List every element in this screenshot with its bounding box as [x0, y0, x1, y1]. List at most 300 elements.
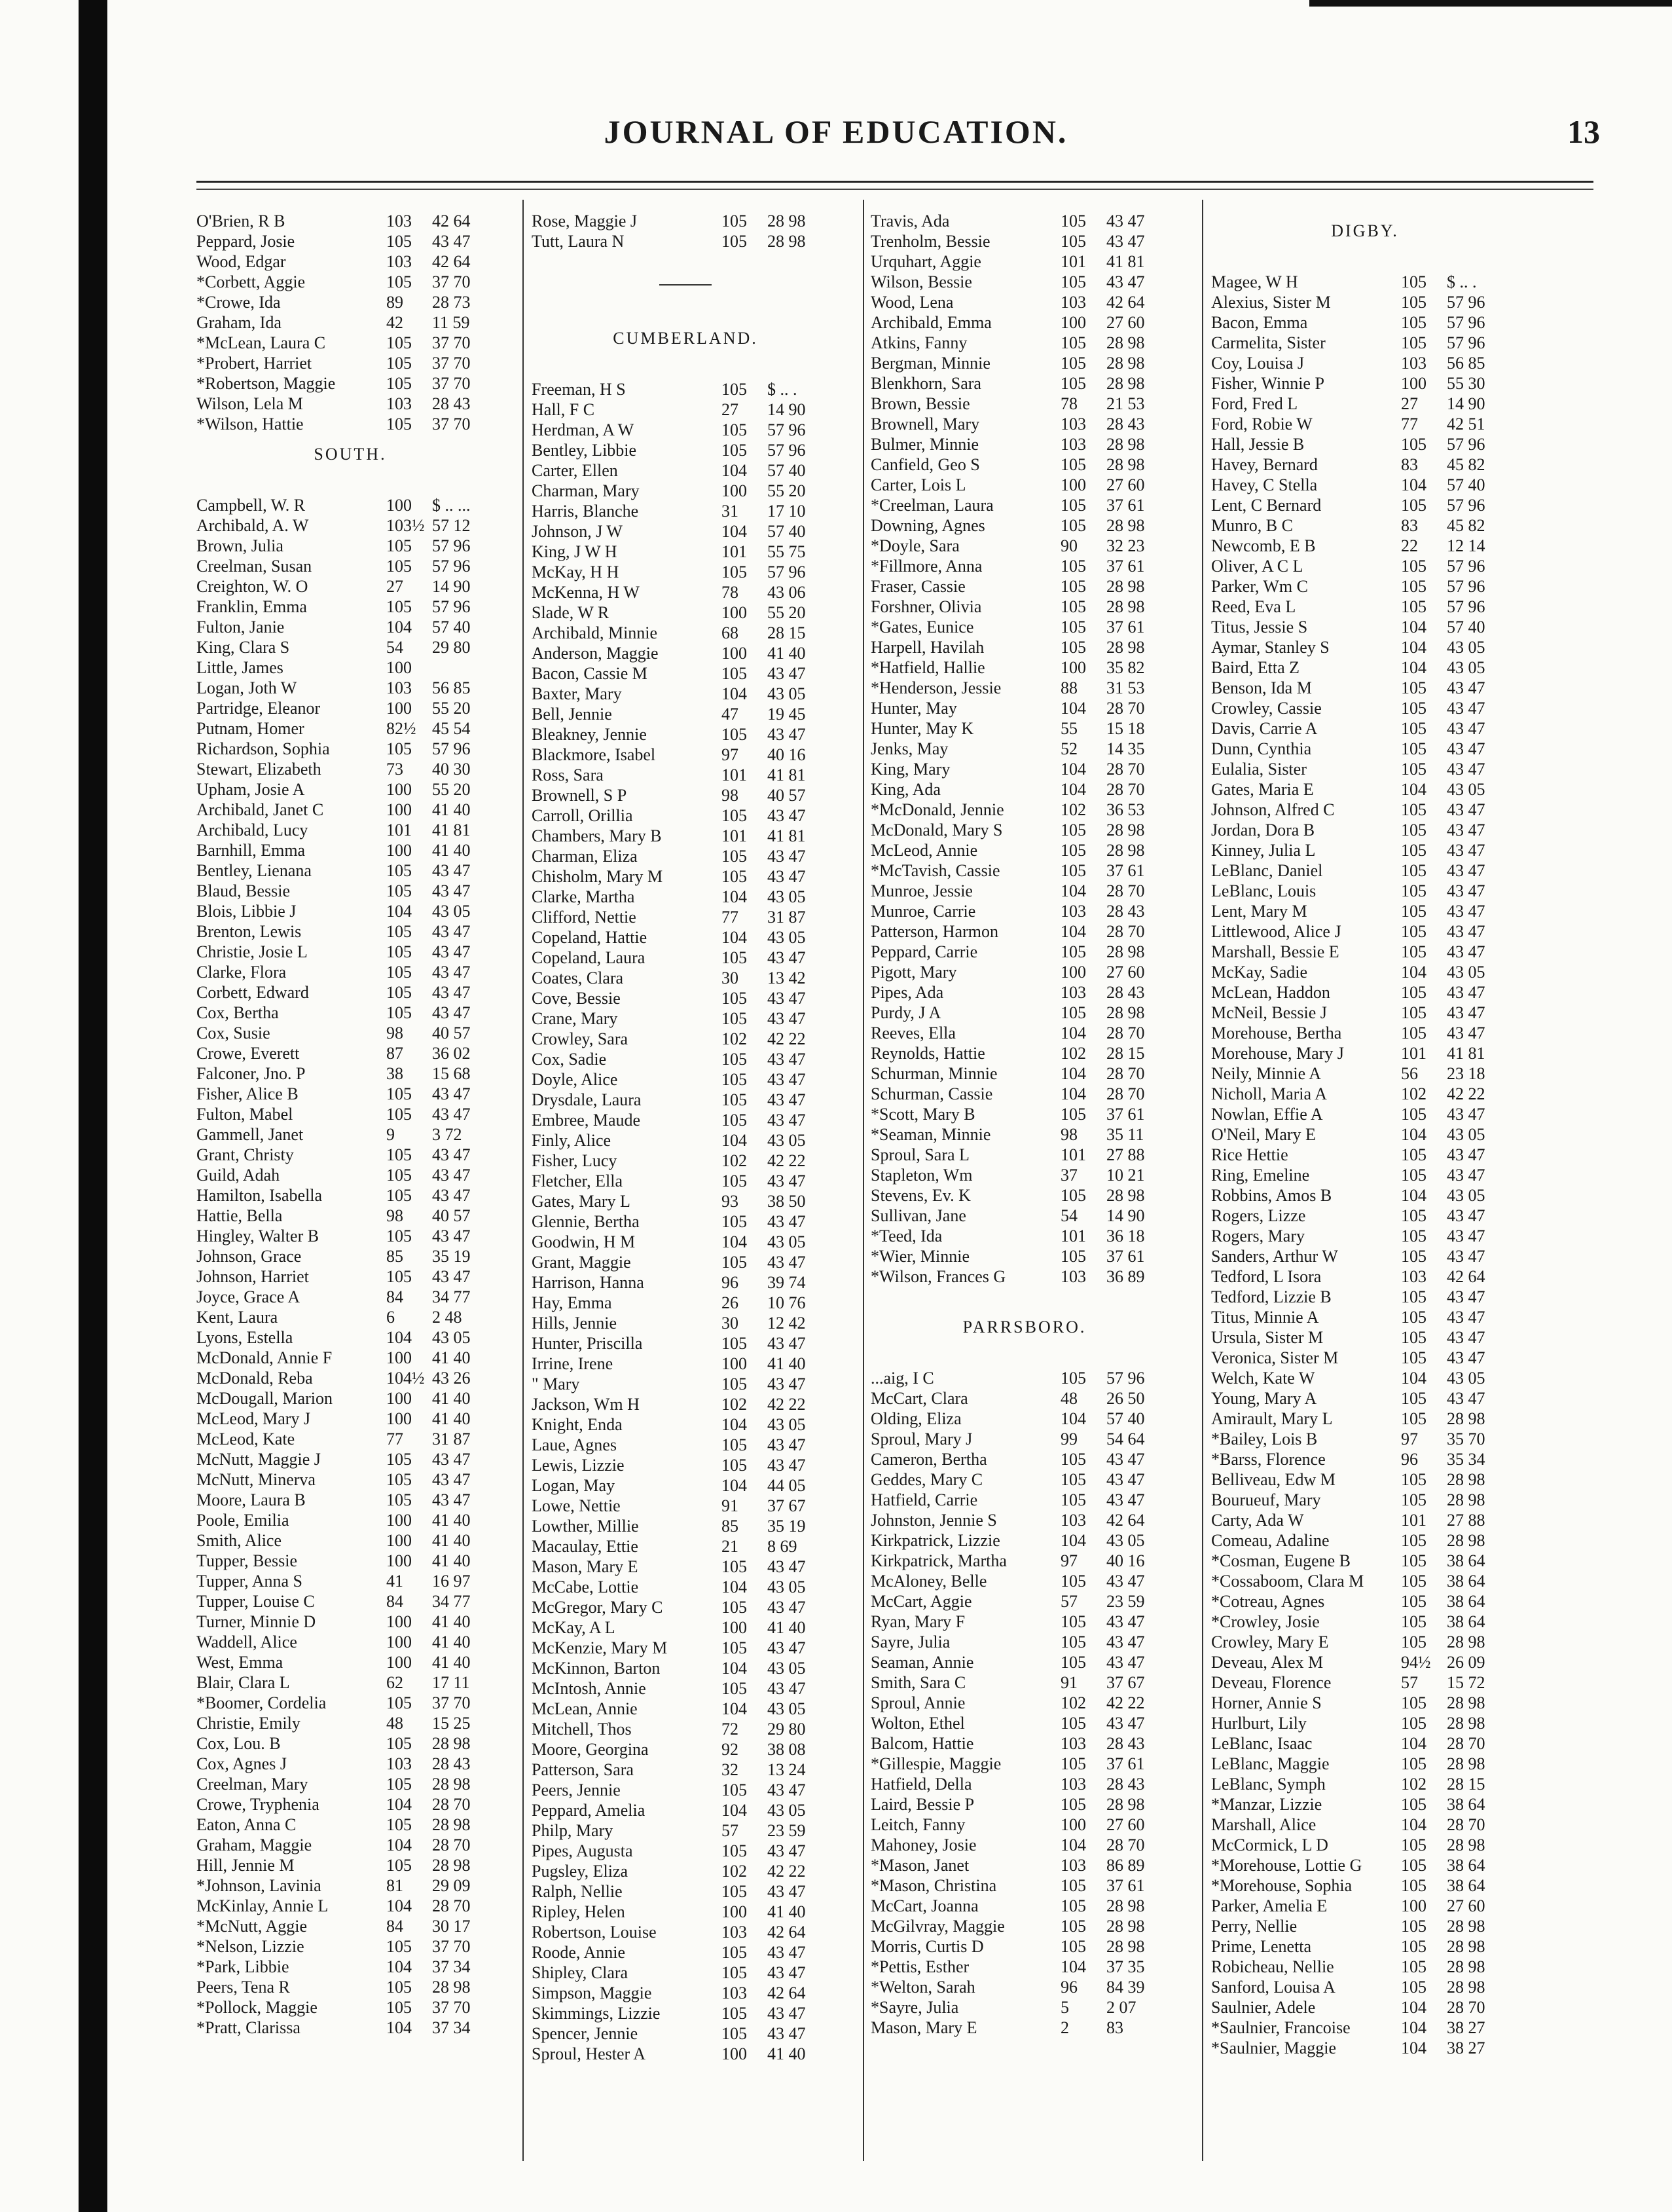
amount-value: 43 47	[432, 1267, 471, 1286]
days-value: 77	[1401, 415, 1418, 433]
amount-value: 40 57	[432, 1023, 471, 1042]
days-value: 72	[721, 1720, 738, 1739]
teacher-name: McLean, Annie	[532, 1699, 638, 1718]
list-item	[196, 678, 504, 698]
days-value: 102	[721, 1029, 747, 1048]
teacher-name: McKinlay, Annie L	[196, 1896, 329, 1915]
list-item	[196, 231, 504, 251]
teacher-name: Schurman, Cassie	[871, 1084, 993, 1103]
list-item	[871, 1429, 1178, 1449]
list-item	[871, 292, 1178, 312]
list-item	[196, 1632, 504, 1652]
list-item	[196, 394, 504, 414]
list-item	[196, 942, 504, 962]
list-item	[1211, 1307, 1519, 1327]
amount-value: 28 70	[432, 1835, 471, 1854]
days-value: 91	[721, 1496, 738, 1515]
amount-value: 28 98	[767, 212, 806, 230]
list-item	[532, 1516, 839, 1536]
amount-value: 43 47	[767, 1111, 806, 1130]
list-item	[196, 1388, 504, 1409]
list-item	[532, 1597, 839, 1617]
amount-value: 42 22	[767, 1151, 806, 1170]
teacher-name: Hay, Emma	[532, 1293, 612, 1312]
days-value: 105	[1061, 861, 1086, 880]
teacher-name: Trenholm, Bessie	[871, 232, 990, 251]
list-item	[871, 617, 1178, 637]
list-item	[196, 921, 504, 942]
teacher-name: Knight, Enda	[532, 1415, 623, 1434]
amount-value: 55 20	[432, 699, 471, 718]
list-item	[532, 1760, 839, 1780]
amount-value: 43 47	[432, 1003, 471, 1022]
teacher-name: *McDonald, Jennie	[871, 800, 1004, 819]
list-item	[871, 1551, 1178, 1571]
days-value: 105	[386, 861, 412, 880]
list-item	[532, 1820, 839, 1841]
amount-value: 28 70	[1106, 699, 1145, 718]
amount-value: 28 98	[1106, 354, 1145, 373]
list-item	[532, 1354, 839, 1374]
teacher-name: Young, Mary A	[1211, 1389, 1317, 1408]
teacher-name: *Hatfield, Hallie	[871, 658, 985, 677]
teacher-name: Sullivan, Jane	[871, 1206, 966, 1225]
teacher-name: McGilvray, Maggie	[871, 1917, 1005, 1936]
list-item	[196, 901, 504, 921]
days-value: 103	[1401, 354, 1427, 373]
teacher-name: Cox, Bertha	[196, 1003, 279, 1022]
days-value: 104	[721, 1659, 747, 1678]
amount-value: 57 96	[767, 420, 806, 439]
list-item	[532, 907, 839, 927]
list-item	[871, 251, 1178, 272]
teacher-name: Morehouse, Mary J	[1211, 1044, 1344, 1063]
amount-value: 57 96	[1447, 333, 1485, 352]
list-item	[1211, 1632, 1519, 1652]
teacher-name: Franklin, Emma	[196, 597, 307, 616]
teacher-name: Robbins, Amos B	[1211, 1186, 1332, 1205]
list-item	[196, 1754, 504, 1774]
teacher-name: Hill, Jennie M	[196, 1856, 295, 1875]
amount-value: 35 19	[767, 1517, 806, 1536]
days-value: 100	[1061, 313, 1086, 332]
list-item	[1211, 962, 1519, 982]
teacher-name: Bleakney, Jennie	[532, 725, 647, 744]
days-value: 105	[1401, 333, 1427, 352]
teacher-name: Wilson, Bessie	[871, 272, 972, 291]
days-value: 104	[721, 1131, 747, 1150]
days-value: 105	[1401, 881, 1427, 900]
teacher-name: Ross, Sara	[532, 765, 604, 784]
amount-value: 28 98	[1106, 1003, 1145, 1022]
teacher-name: McCart, Joanna	[871, 1896, 979, 1915]
list-item	[196, 657, 504, 678]
list-item	[871, 1672, 1178, 1693]
teacher-name: Balcom, Hattie	[871, 1734, 974, 1753]
teacher-name: Fisher, Winnie P	[1211, 374, 1324, 393]
teacher-name: Graham, Maggie	[196, 1835, 312, 1854]
list-item	[871, 1855, 1178, 1875]
teacher-name: Tupper, Anna S	[196, 1572, 302, 1591]
days-value: 105	[1401, 293, 1427, 312]
list-item	[532, 1191, 839, 1211]
list-item	[532, 521, 839, 542]
teacher-name: Cox, Agnes J	[196, 1754, 287, 1773]
list-item	[871, 1084, 1178, 1104]
list-item	[1211, 1896, 1519, 1916]
amount-value: 26 09	[1447, 1653, 1485, 1672]
days-value: 105	[1401, 841, 1427, 860]
teacher-name: Harris, Blanche	[532, 502, 639, 521]
list-item	[532, 1374, 839, 1394]
teacher-name: Campbell, W. R	[196, 496, 306, 515]
teacher-name: Lowe, Nettie	[532, 1496, 621, 1515]
teacher-name: *Johnson, Lavinia	[196, 1876, 321, 1895]
days-value: 98	[1061, 1125, 1078, 1144]
days-value: 105	[386, 1450, 412, 1469]
amount-value: 43 06	[767, 583, 806, 602]
amount-value: 43 47	[1447, 699, 1485, 718]
list-item	[1211, 1368, 1519, 1388]
spacer	[1211, 251, 1519, 272]
days-value: 101	[721, 542, 747, 561]
days-value: 105	[386, 1105, 412, 1124]
teacher-name: McCart, Clara	[871, 1389, 968, 1408]
list-item	[196, 251, 504, 272]
days-value: 105	[1401, 1206, 1427, 1225]
list-item	[1211, 454, 1519, 475]
days-value: 103	[721, 1983, 747, 2002]
days-value: 103	[386, 212, 412, 230]
days-value: 55	[1061, 719, 1078, 738]
amount-value: 38 64	[1447, 1612, 1485, 1631]
days-value: 100	[721, 603, 747, 622]
teacher-name: McNeil, Bessie J	[1211, 1003, 1327, 1022]
days-value: 105	[386, 922, 412, 941]
amount-value: 37 61	[1106, 1105, 1145, 1124]
teacher-name: Partridge, Eleanor	[196, 699, 321, 718]
amount-value: 56 85	[1447, 354, 1485, 373]
amount-value: 43 47	[432, 1105, 471, 1124]
teacher-name: Crowley, Sara	[532, 1029, 628, 1048]
days-value: 104	[1061, 1531, 1086, 1550]
amount-value: 31 87	[767, 908, 806, 927]
days-value: 89	[386, 293, 403, 312]
amount-value: 54 64	[1106, 1429, 1145, 1448]
amount-value: 37 70	[432, 354, 471, 373]
list-item	[871, 211, 1178, 231]
amount-value: 35 70	[1447, 1429, 1485, 1448]
teacher-name: King, J W H	[532, 542, 617, 561]
teacher-name: Hall, F C	[532, 400, 595, 419]
amount-value: 43 47	[1447, 1145, 1485, 1164]
days-value: 104	[1401, 780, 1427, 799]
teacher-name: Ursula, Sister M	[1211, 1328, 1324, 1347]
list-item	[196, 718, 504, 739]
list-item	[532, 562, 839, 582]
days-value: 103	[386, 1754, 412, 1773]
teacher-name: Nicholl, Maria A	[1211, 1084, 1327, 1103]
list-item	[1211, 394, 1519, 414]
list-item	[1211, 1916, 1519, 1936]
list-item	[1211, 921, 1519, 942]
teacher-name: Poole, Emilia	[196, 1511, 289, 1530]
amount-value: 43 47	[1447, 760, 1485, 779]
teacher-name: McKenna, H W	[532, 583, 640, 602]
list-item	[196, 1733, 504, 1754]
amount-value: 28 98	[1106, 1795, 1145, 1814]
amount-value: 43 47	[767, 867, 806, 886]
amount-value: 15 72	[1447, 1673, 1485, 1692]
amount-value: 57 96	[1447, 313, 1485, 332]
teacher-name: *Sayre, Julia	[871, 1998, 959, 2017]
amount-value: 28 43	[1106, 415, 1145, 433]
list-item	[196, 1348, 504, 1368]
list-item	[1211, 1530, 1519, 1551]
teacher-name: *Park, Libbie	[196, 1957, 289, 1976]
amount-value: 43 47	[1447, 719, 1485, 738]
list-item	[196, 1429, 504, 1449]
days-value: 104	[721, 461, 747, 480]
amount-value: 27 60	[1106, 313, 1145, 332]
list-item	[196, 1672, 504, 1693]
amount-value: 42 64	[1106, 293, 1145, 312]
list-item	[196, 1246, 504, 1266]
amount-value: 28 98	[1106, 1937, 1145, 1956]
days-value: 97	[721, 745, 738, 764]
amount-value: 57 96	[767, 441, 806, 460]
list-item	[871, 434, 1178, 454]
days-value: 104	[1401, 2038, 1427, 2057]
days-value: 105	[386, 1978, 412, 1997]
teacher-name: Hall, Jessie B	[1211, 435, 1305, 454]
teacher-name: Parker, Wm C	[1211, 577, 1308, 596]
list-item	[1211, 1388, 1519, 1409]
amount-value: 43 05	[432, 1328, 471, 1347]
days-value: 100	[386, 1348, 412, 1367]
days-value: 103	[1061, 983, 1086, 1002]
list-item	[196, 1063, 504, 1084]
teacher-name: Smith, Alice	[196, 1531, 282, 1550]
list-item	[1211, 1693, 1519, 1713]
amount-value: 41 40	[432, 1511, 471, 1530]
teacher-name: Nowlan, Effie A	[1211, 1105, 1323, 1124]
days-value: 105	[721, 664, 747, 683]
teacher-name: *McTavish, Cassie	[871, 861, 1000, 880]
list-item	[532, 1719, 839, 1739]
list-item	[1211, 1104, 1519, 1124]
amount-value: 28 70	[1106, 1064, 1145, 1083]
teacher-name: Tedford, L Isora	[1211, 1267, 1322, 1286]
amount-value: 12 42	[767, 1314, 806, 1333]
days-value: 103	[386, 394, 412, 413]
teacher-name: Peers, Tena R	[196, 1978, 290, 1997]
amount-value: 28 98	[432, 1815, 471, 1834]
days-value: 105	[1061, 841, 1086, 860]
list-item	[196, 414, 504, 434]
days-value: 105	[1061, 597, 1086, 616]
amount-value: 43 47	[1106, 1653, 1145, 1672]
days-value: 104	[1401, 638, 1427, 657]
days-value: 105	[721, 867, 747, 886]
teacher-name: Carter, Lois L	[871, 475, 966, 494]
amount-value: 14 90	[1447, 394, 1485, 413]
section-heading: CUMBERLAND.	[613, 329, 758, 348]
list-item	[196, 1327, 504, 1348]
amount-value: 37 61	[1106, 618, 1145, 636]
list-item	[196, 1571, 504, 1591]
teacher-name: Richardson, Sophia	[196, 739, 330, 758]
teacher-name: Morehouse, Bertha	[1211, 1023, 1342, 1042]
days-value: 105	[721, 806, 747, 825]
list-item	[196, 373, 504, 394]
days-value: 105	[1401, 760, 1427, 779]
list-item	[871, 739, 1178, 759]
amount-value: 57 96	[432, 597, 471, 616]
teacher-name: Clarke, Martha	[532, 887, 635, 906]
amount-value: 43 47	[1447, 1166, 1485, 1185]
amount-value: 43 47	[432, 1145, 471, 1164]
list-item	[871, 414, 1178, 434]
days-value: 105	[386, 739, 412, 758]
list-item	[1211, 475, 1519, 495]
amount-value: 28 98	[767, 232, 806, 251]
days-value: 103	[1061, 1267, 1086, 1286]
teacher-name: Carroll, Orillia	[532, 806, 633, 825]
days-value: 93	[721, 1192, 738, 1211]
amount-value: 43 47	[432, 1084, 471, 1103]
teacher-name: *Cotreau, Agnes	[1211, 1592, 1325, 1611]
days-value: 105	[721, 1882, 747, 1901]
teacher-name: Benson, Ida M	[1211, 678, 1312, 697]
amount-value: 40 16	[1106, 1551, 1145, 1570]
days-value: 52	[1061, 739, 1078, 758]
list-item	[1211, 1043, 1519, 1063]
list-item	[196, 1896, 504, 1916]
days-value: 105	[1401, 272, 1427, 291]
days-value: 105	[386, 333, 412, 352]
amount-value: 28 98	[1106, 516, 1145, 535]
teacher-name: Barnhill, Emma	[196, 841, 306, 860]
list-item	[532, 1435, 839, 1455]
teacher-name: *Doyle, Sara	[871, 536, 960, 555]
teacher-name: *Wilson, Hattie	[196, 415, 304, 433]
days-value: 105	[1401, 1287, 1427, 1306]
list-item	[196, 1875, 504, 1896]
teacher-name: Archibald, Lucy	[196, 820, 308, 839]
days-value: 104	[1061, 1023, 1086, 1042]
teacher-name: Reeves, Ella	[871, 1023, 956, 1042]
amount-value: 14 90	[1106, 1206, 1145, 1225]
amount-value: 41 40	[432, 1348, 471, 1367]
teacher-name: Jordan, Dora B	[1211, 820, 1315, 839]
teacher-name: Havey, Bernard	[1211, 455, 1318, 474]
teacher-name: Slade, W R	[532, 603, 609, 622]
teacher-name: Seaman, Annie	[871, 1653, 974, 1672]
list-item	[871, 454, 1178, 475]
list-item	[532, 1272, 839, 1293]
days-value: 105	[1061, 272, 1086, 291]
amount-value: 45 82	[1447, 455, 1485, 474]
days-value: 105	[1061, 1369, 1086, 1388]
days-value: 103	[386, 252, 412, 271]
amount-value: 43 47	[1106, 1490, 1145, 1509]
teacher-name: Brown, Julia	[196, 536, 283, 555]
days-value: 103	[1401, 1267, 1427, 1286]
days-value: 104	[721, 1801, 747, 1820]
amount-value: 8 69	[767, 1537, 797, 1556]
amount-value: 43 26	[432, 1369, 471, 1388]
spacer	[871, 1287, 1178, 1307]
teacher-name: Harpell, Havilah	[871, 638, 985, 657]
teacher-name: Horner, Annie S	[1211, 1693, 1322, 1712]
list-item	[196, 1957, 504, 1977]
amount-value: 28 98	[1447, 1409, 1485, 1428]
days-value: 27	[1401, 394, 1418, 413]
days-value: 105	[1061, 1917, 1086, 1936]
list-item	[1211, 1733, 1519, 1754]
amount-value: 28 98	[1106, 333, 1145, 352]
teacher-name: Peppard, Carrie	[871, 942, 978, 961]
amount-value: 12 14	[1447, 536, 1485, 555]
amount-value: 37 67	[1106, 1673, 1145, 1692]
amount-value: 28 15	[1106, 1044, 1145, 1063]
teacher-name: Davis, Carrie A	[1211, 719, 1318, 738]
amount-value: 43 47	[767, 1212, 806, 1231]
list-item	[1211, 678, 1519, 698]
amount-value: 36 53	[1106, 800, 1145, 819]
list-item	[532, 481, 839, 501]
days-value: 96	[1061, 1978, 1078, 1997]
spacer	[532, 251, 839, 272]
amount-value: 38 27	[1447, 2018, 1485, 2037]
teacher-name: Robertson, Louise	[532, 1923, 657, 1942]
teacher-name: Littlewood, Alice J	[1211, 922, 1341, 941]
list-item	[1211, 1835, 1519, 1855]
days-value: 100	[1061, 658, 1086, 677]
amount-value: 42 64	[1447, 1267, 1485, 1286]
list-item	[871, 231, 1178, 251]
list-item	[1211, 1469, 1519, 1490]
teacher-name: Doyle, Alice	[532, 1070, 618, 1089]
amount-value: 34 77	[432, 1592, 471, 1611]
list-item	[1211, 495, 1519, 515]
teacher-name: Irrine, Irene	[532, 1354, 613, 1373]
days-value: 105	[721, 1111, 747, 1130]
amount-value: 57 96	[1447, 435, 1485, 454]
days-value: 105	[1401, 1308, 1427, 1327]
days-value: 105	[721, 1374, 747, 1393]
days-value: 105	[386, 415, 412, 433]
list-item	[196, 1084, 504, 1104]
amount-value: 57 96	[1447, 557, 1485, 576]
teacher-name: Bacon, Cassie M	[532, 664, 647, 683]
amount-value: 43 47	[767, 2004, 806, 2023]
list-item	[196, 1916, 504, 1936]
days-value: 105	[721, 1050, 747, 1069]
teacher-name: Wilson, Lela M	[196, 394, 303, 413]
teacher-name: West, Emma	[196, 1653, 283, 1672]
teacher-name: Forshner, Olivia	[871, 597, 982, 616]
days-value: 27	[386, 577, 403, 596]
amount-value: 28 70	[432, 1795, 471, 1814]
amount-value: 45 54	[432, 719, 471, 738]
teacher-name: Rogers, Mary	[1211, 1226, 1305, 1245]
list-item	[196, 840, 504, 860]
amount-value: 38 08	[767, 1740, 806, 1759]
amount-value: 36 02	[432, 1044, 471, 1063]
days-value: 105	[386, 354, 412, 373]
